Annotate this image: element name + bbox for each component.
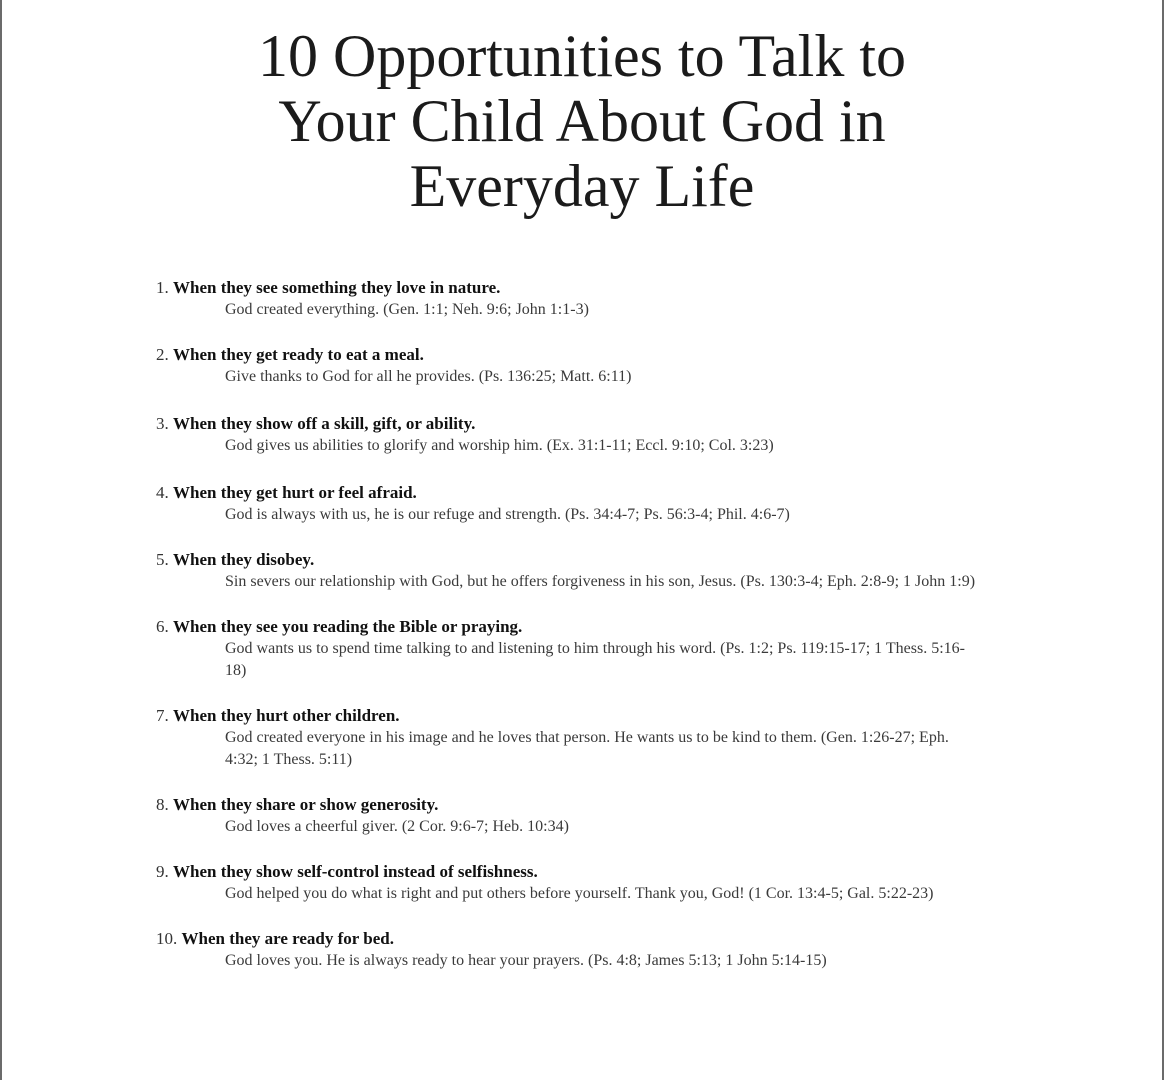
list-spacer <box>156 771 1016 794</box>
list-spacer <box>156 905 1016 928</box>
item-heading-text: When they are ready for bed. <box>181 929 394 948</box>
item-description: God helped you do what is right and put others before yourself. Thank you, God! (1 Cor. 13:4-5; Gal. 5:22-23) <box>225 885 934 902</box>
item-heading <box>156 616 1016 638</box>
item-description: God created everyone in his image and he loves that person. He wants us to be kind to them. (Gen. 1:26-27; Eph. 4:32; 1 Thess. 5:11) <box>225 729 949 768</box>
list-item-10 <box>156 928 1016 972</box>
item-number: 2. <box>156 345 169 364</box>
item-heading-text: When they see you reading the Bible or praying. <box>173 617 523 636</box>
item-heading-text: When they disobey. <box>173 550 315 569</box>
item-number: 8. <box>156 795 169 814</box>
list-spacer <box>156 321 1016 344</box>
title-line-3: Everyday Life <box>409 153 755 219</box>
item-heading-text: When they get ready to eat a meal. <box>173 345 424 364</box>
list-spacer <box>156 388 1016 413</box>
list-item-6 <box>156 616 1016 682</box>
item-heading-text: When they see something they love in nature. <box>173 278 501 297</box>
item-heading <box>156 549 1016 571</box>
item-heading <box>156 413 1016 435</box>
item-heading-text: When they hurt other children. <box>173 706 400 725</box>
item-number: 6. <box>156 617 169 636</box>
item-number: 5. <box>156 550 169 569</box>
item-number: 10. <box>156 929 178 948</box>
item-description: God wants us to spend time talking to and listening to him through his word. (Ps. 1:2; Ps. 119:15-17; 1 Thess. 5:16-18) <box>225 640 965 679</box>
item-description: Give thanks to God for all he provides. (Ps. 136:25; Matt. 6:11) <box>225 368 632 385</box>
item-number: 9. <box>156 862 169 881</box>
item-heading <box>156 861 1016 883</box>
list-spacer <box>156 838 1016 861</box>
list-item-7 <box>156 705 1016 771</box>
item-heading <box>156 344 1016 366</box>
item-number: 1. <box>156 278 169 297</box>
list-item-8 <box>156 794 1016 838</box>
item-heading <box>156 928 1016 950</box>
title-line-2: Your Child About God in <box>278 88 886 154</box>
list-item-3 <box>156 413 1016 457</box>
item-description: God created everything. (Gen. 1:1; Neh. 9:6; John 1:1-3) <box>225 301 589 318</box>
list-spacer <box>156 593 1016 616</box>
item-heading <box>156 482 1016 504</box>
list-item-1 <box>156 277 1016 321</box>
item-heading-text: When they show off a skill, gift, or ability. <box>173 414 476 433</box>
page-title <box>0 24 1164 219</box>
item-heading-text: When they show self-control instead of selfishness. <box>173 862 538 881</box>
list-item-9 <box>156 861 1016 905</box>
item-heading <box>156 277 1016 299</box>
list-spacer <box>156 526 1016 549</box>
item-description: Sin severs our relationship with God, but he offers forgiveness in his son, Jesus. (Ps. 130:3-4; Eph. 2:8-9; 1 John 1:9) <box>225 573 976 590</box>
item-number: 3. <box>156 414 169 433</box>
item-description: God loves a cheerful giver. (2 Cor. 9:6-7; Heb. 10:34) <box>225 818 569 835</box>
item-description: God is always with us, he is our refuge and strength. (Ps. 34:4-7; Ps. 56:3-4; Phil. 4:6-7) <box>225 506 790 523</box>
item-number: 4. <box>156 483 169 502</box>
item-number: 7. <box>156 706 169 725</box>
title-line-1: 10 Opportunities to Talk to <box>258 23 906 89</box>
item-description: God loves you. He is always ready to hear your prayers. (Ps. 4:8; James 5:13; 1 John 5:14-15) <box>225 952 827 969</box>
item-heading-text: When they share or show generosity. <box>173 795 439 814</box>
list-item-5 <box>156 549 1016 593</box>
item-heading <box>156 705 1016 727</box>
item-heading-text: When they get hurt or feel afraid. <box>173 483 417 502</box>
opportunities-list <box>156 277 1016 972</box>
list-spacer <box>156 682 1016 705</box>
list-spacer <box>156 457 1016 482</box>
list-item-2 <box>156 344 1016 388</box>
item-description: God gives us abilities to glorify and worship him. (Ex. 31:1-11; Eccl. 9:10; Col. 3:23) <box>225 437 774 454</box>
list-item-4 <box>156 482 1016 526</box>
item-heading <box>156 794 1016 816</box>
